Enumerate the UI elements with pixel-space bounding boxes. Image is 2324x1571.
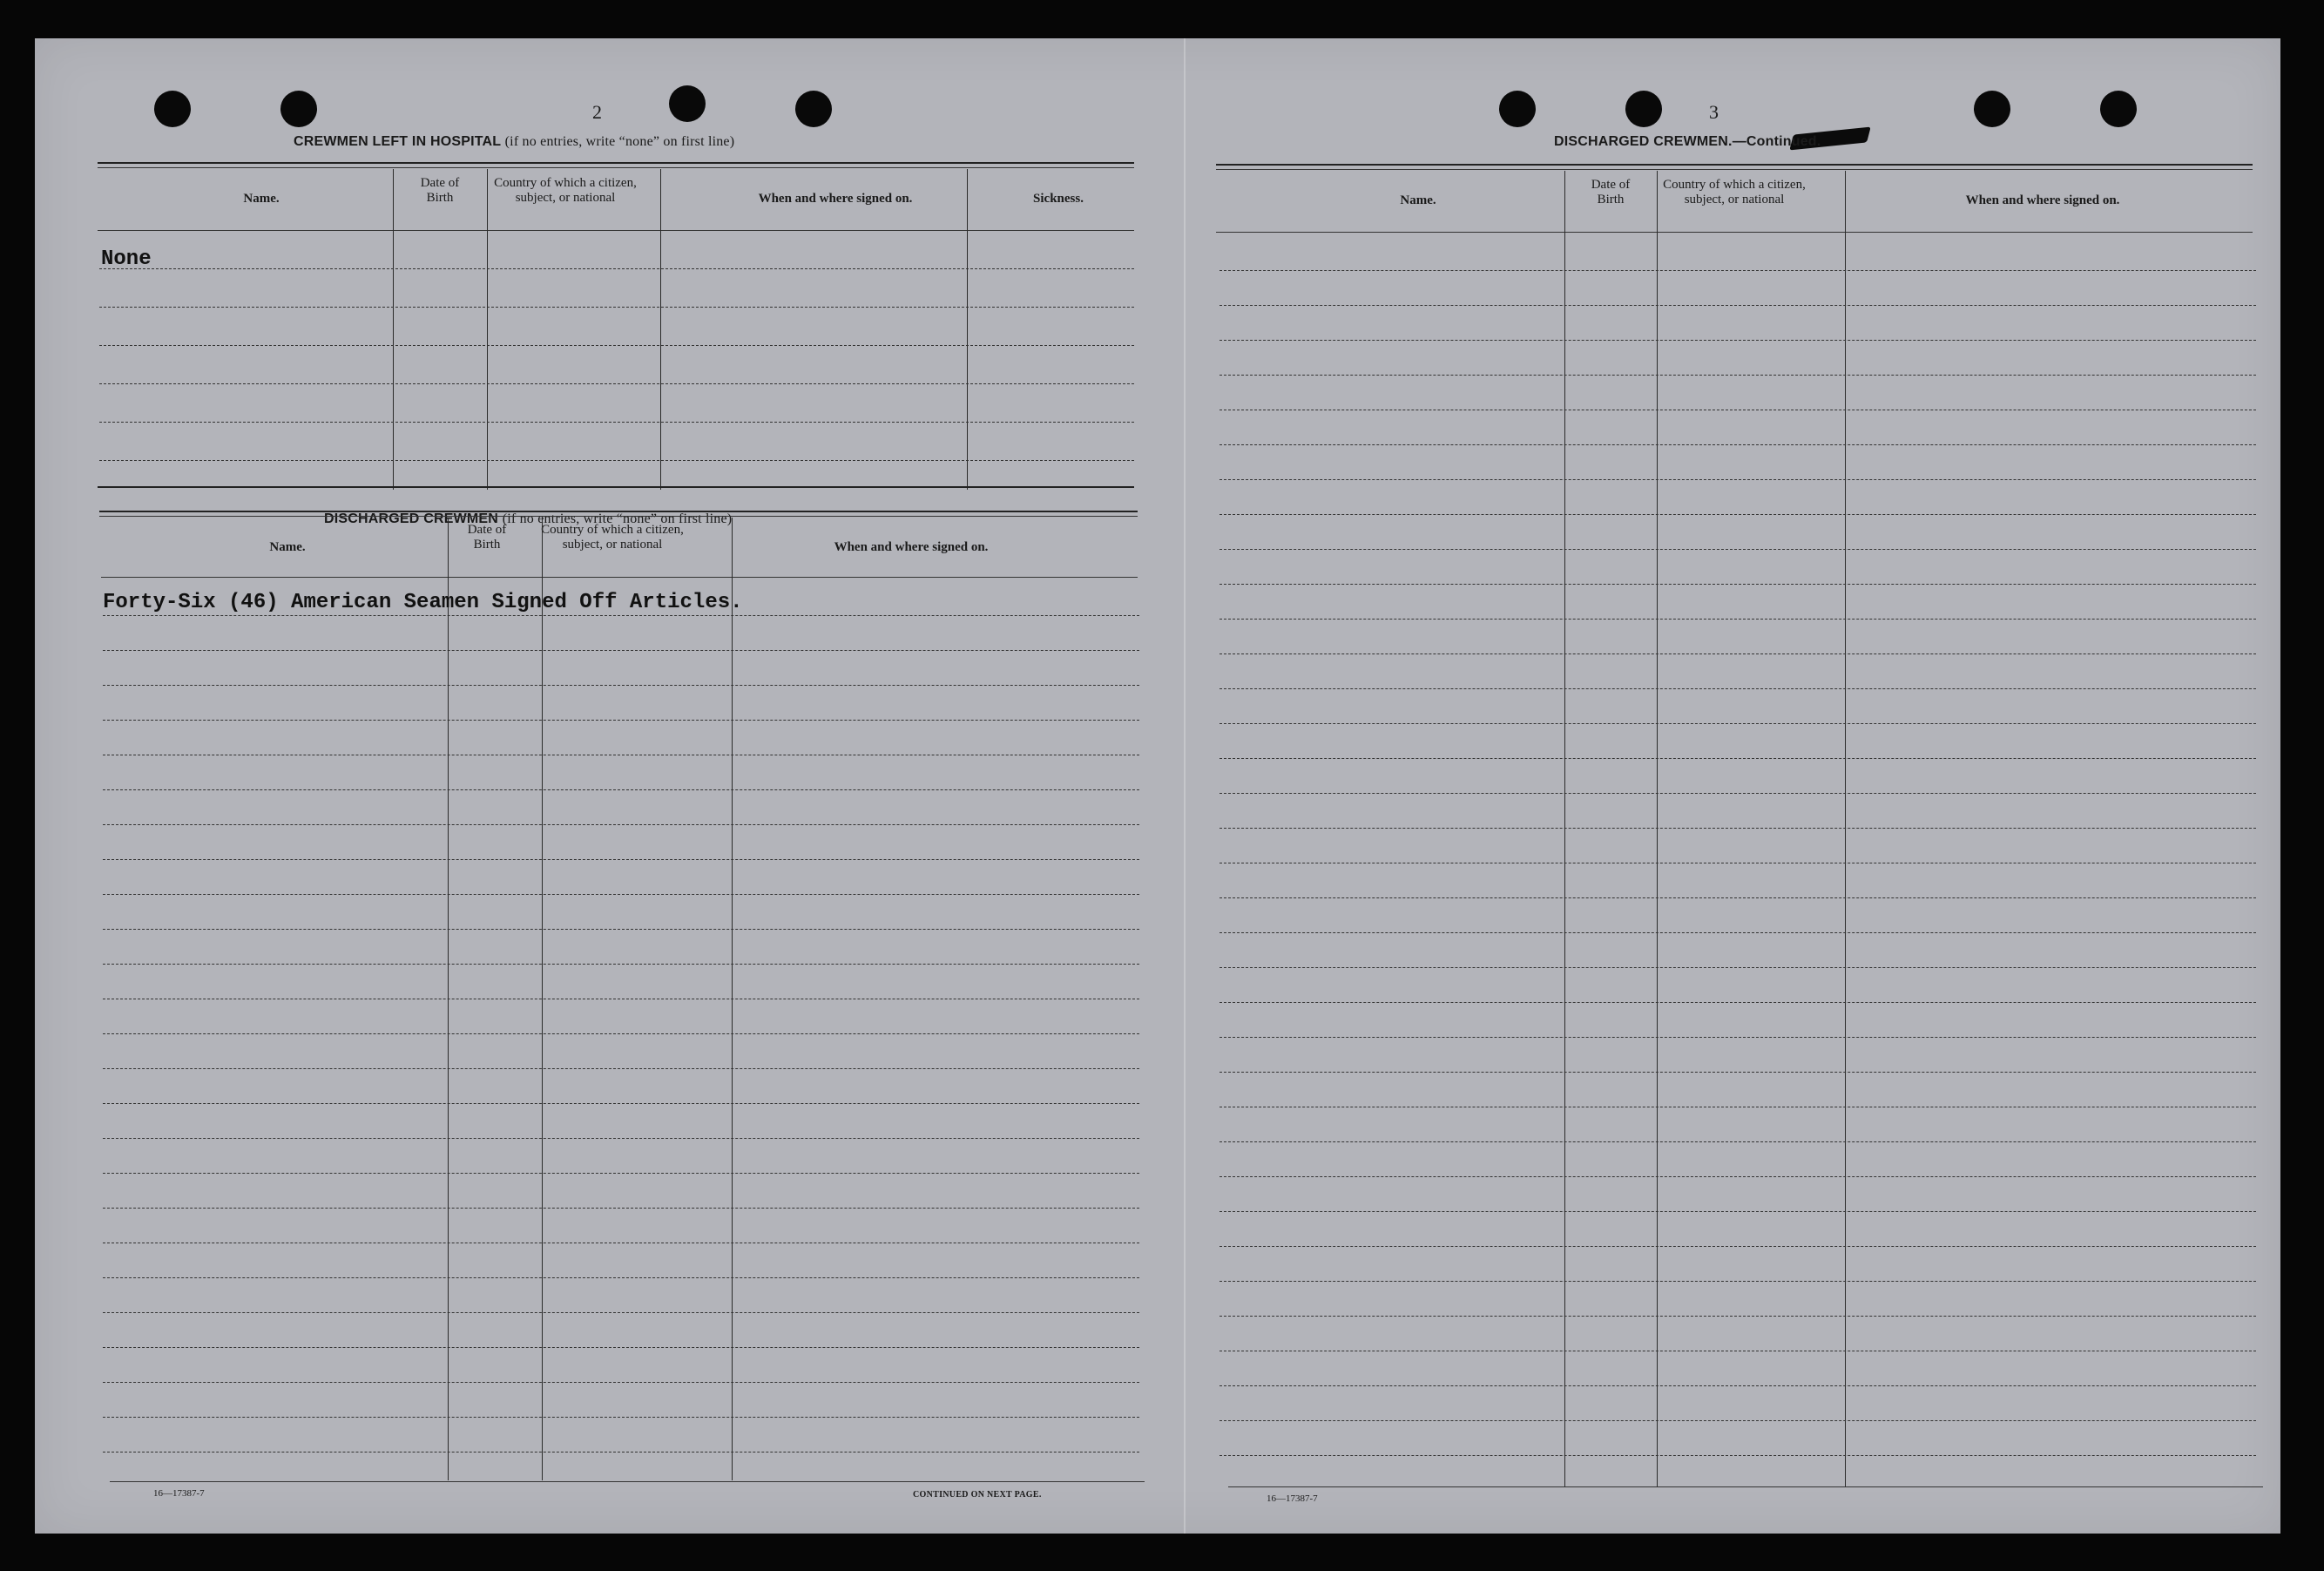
- row-line: [1219, 549, 2256, 550]
- hospital-entry-none: None: [101, 247, 152, 271]
- row-line: [1219, 514, 2256, 515]
- row-line: [103, 929, 1139, 930]
- row-line: [1219, 479, 2256, 480]
- row-line: [1219, 1072, 2256, 1073]
- row-line: [1219, 444, 2256, 445]
- discharged-title-note: (if no entries, write “none” on first line): [502, 511, 733, 526]
- row-line: [1219, 1420, 2256, 1421]
- hospital-header-rule: [98, 230, 1134, 231]
- row-line: [1219, 723, 2256, 724]
- row-line: [1219, 1141, 2256, 1142]
- discharged-col-dob: Date of Birth: [467, 523, 507, 552]
- hospital-section-title: [294, 134, 734, 150]
- punch-hole: [2100, 91, 2137, 127]
- continued-note: CONTINUED ON NEXT PAGE.: [913, 1490, 1042, 1500]
- right-col-dob: Date of Birth: [1591, 178, 1631, 207]
- hospital-col-signed: When and where signed on.: [758, 192, 913, 206]
- row-line: [103, 824, 1139, 825]
- continued-section-title: DISCHARGED CREWMEN.—Continued.: [1554, 134, 1821, 149]
- right-bottom-rule: [1228, 1486, 2263, 1487]
- row-line: [103, 1138, 1139, 1139]
- page-number-left: 2: [592, 101, 602, 123]
- punch-hole: [1974, 91, 2010, 127]
- row-line: [1219, 967, 2256, 968]
- row-line: [103, 1277, 1139, 1278]
- right-col-divider: [1845, 171, 1846, 1486]
- row-line: [1219, 1316, 2256, 1317]
- punch-hole: [154, 91, 191, 127]
- row-line: [103, 789, 1139, 790]
- hospital-title-note: (if no entries, write “none” on first line): [504, 134, 735, 149]
- hospital-bottom-rule: [98, 486, 1134, 488]
- row-line: [1219, 270, 2256, 271]
- row-line: [1219, 1385, 2256, 1386]
- row-line: [103, 720, 1139, 721]
- right-col-name: Name.: [1400, 193, 1436, 207]
- row-line: [1219, 305, 2256, 306]
- row-line: [103, 1103, 1139, 1104]
- right-col-signed: When and where signed on.: [1965, 193, 2120, 207]
- row-line: [1219, 932, 2256, 933]
- row-line: [1219, 584, 2256, 585]
- right-top-rule-2: [1216, 169, 2253, 170]
- row-line: [1219, 653, 2256, 654]
- page-number-right: 3: [1709, 101, 1719, 123]
- right-header-rule: [1216, 232, 2253, 233]
- row-line: [1219, 828, 2256, 829]
- row-line: [103, 685, 1139, 686]
- left-bottom-rule: [110, 1481, 1145, 1482]
- row-line: [103, 1347, 1139, 1348]
- discharged-col-signed: When and where signed on.: [834, 540, 989, 554]
- discharged-top-rule-2: [99, 516, 1138, 517]
- row-line: [103, 1068, 1139, 1069]
- row-line: [1219, 340, 2256, 341]
- hospital-col-divider: [660, 169, 661, 490]
- right-form-code: 16—17387-7: [1267, 1493, 1318, 1504]
- discharged-col-country: Country of which a citizen, subject, or national: [541, 523, 684, 552]
- page-fold: [1184, 38, 1186, 1534]
- hospital-row-line: [99, 268, 1134, 269]
- row-line: [1219, 758, 2256, 759]
- form-sheet: [35, 38, 2280, 1534]
- row-line: [103, 1312, 1139, 1313]
- punch-hole: [1625, 91, 1662, 127]
- hospital-col-sickness: Sickness.: [1033, 192, 1084, 206]
- row-line: [1219, 793, 2256, 794]
- hospital-col-divider: [487, 169, 488, 490]
- row-line: [103, 1208, 1139, 1209]
- hospital-row-line: [99, 345, 1134, 346]
- right-col-divider: [1564, 171, 1565, 1486]
- row-line: [1219, 688, 2256, 689]
- right-col-divider: [1657, 171, 1658, 1486]
- hospital-col-dob: Date of Birth: [420, 176, 460, 205]
- hospital-col-divider: [967, 169, 968, 490]
- right-top-rule: [1216, 164, 2253, 166]
- hospital-col-name: Name.: [243, 192, 280, 206]
- discharged-header-rule: [101, 577, 1138, 578]
- punch-hole: [280, 91, 317, 127]
- punch-hole: [1499, 91, 1536, 127]
- hospital-top-rule: [98, 162, 1134, 164]
- row-line: [1219, 1281, 2256, 1282]
- hospital-col-country: Country of which a citizen, subject, or national: [494, 176, 637, 205]
- punch-hole: [795, 91, 832, 127]
- row-line: [103, 1173, 1139, 1174]
- row-line: [1219, 897, 2256, 898]
- hospital-title-text: CREWMEN LEFT IN HOSPITAL: [294, 134, 501, 149]
- punch-hole: [669, 85, 706, 122]
- row-line: [103, 1382, 1139, 1383]
- discharged-top-rule: [99, 511, 1138, 512]
- hospital-top-rule-2: [98, 167, 1134, 168]
- hospital-row-line: [99, 460, 1134, 461]
- discharged-col-name: Name.: [269, 540, 306, 554]
- row-line: [103, 650, 1139, 651]
- row-line: [1219, 1176, 2256, 1177]
- row-line: [1219, 619, 2256, 620]
- hospital-row-line: [99, 422, 1134, 423]
- row-line: [1219, 1002, 2256, 1003]
- row-line: [1219, 375, 2256, 376]
- hospital-row-line: [99, 307, 1134, 308]
- row-line: [103, 894, 1139, 895]
- row-line: [103, 1033, 1139, 1034]
- row-line: [1219, 1455, 2256, 1456]
- right-col-country: Country of which a citizen, subject, or national: [1663, 178, 1806, 207]
- left-form-code: 16—17387-7: [153, 1488, 205, 1499]
- hospital-row-line: [99, 383, 1134, 384]
- row-line: [103, 1417, 1139, 1418]
- row-line: [1219, 1037, 2256, 1038]
- row-line: [1219, 1211, 2256, 1212]
- row-line: [1219, 1246, 2256, 1247]
- row-line: [103, 964, 1139, 965]
- row-line: [103, 859, 1139, 860]
- discharged-entry-text: Forty-Six (46) American Seamen Signed Off Articles.: [103, 591, 743, 614]
- row-line: [103, 615, 1139, 616]
- hospital-col-divider: [393, 169, 394, 490]
- discharged-title-text: DISCHARGED CREWMEN: [324, 511, 499, 526]
